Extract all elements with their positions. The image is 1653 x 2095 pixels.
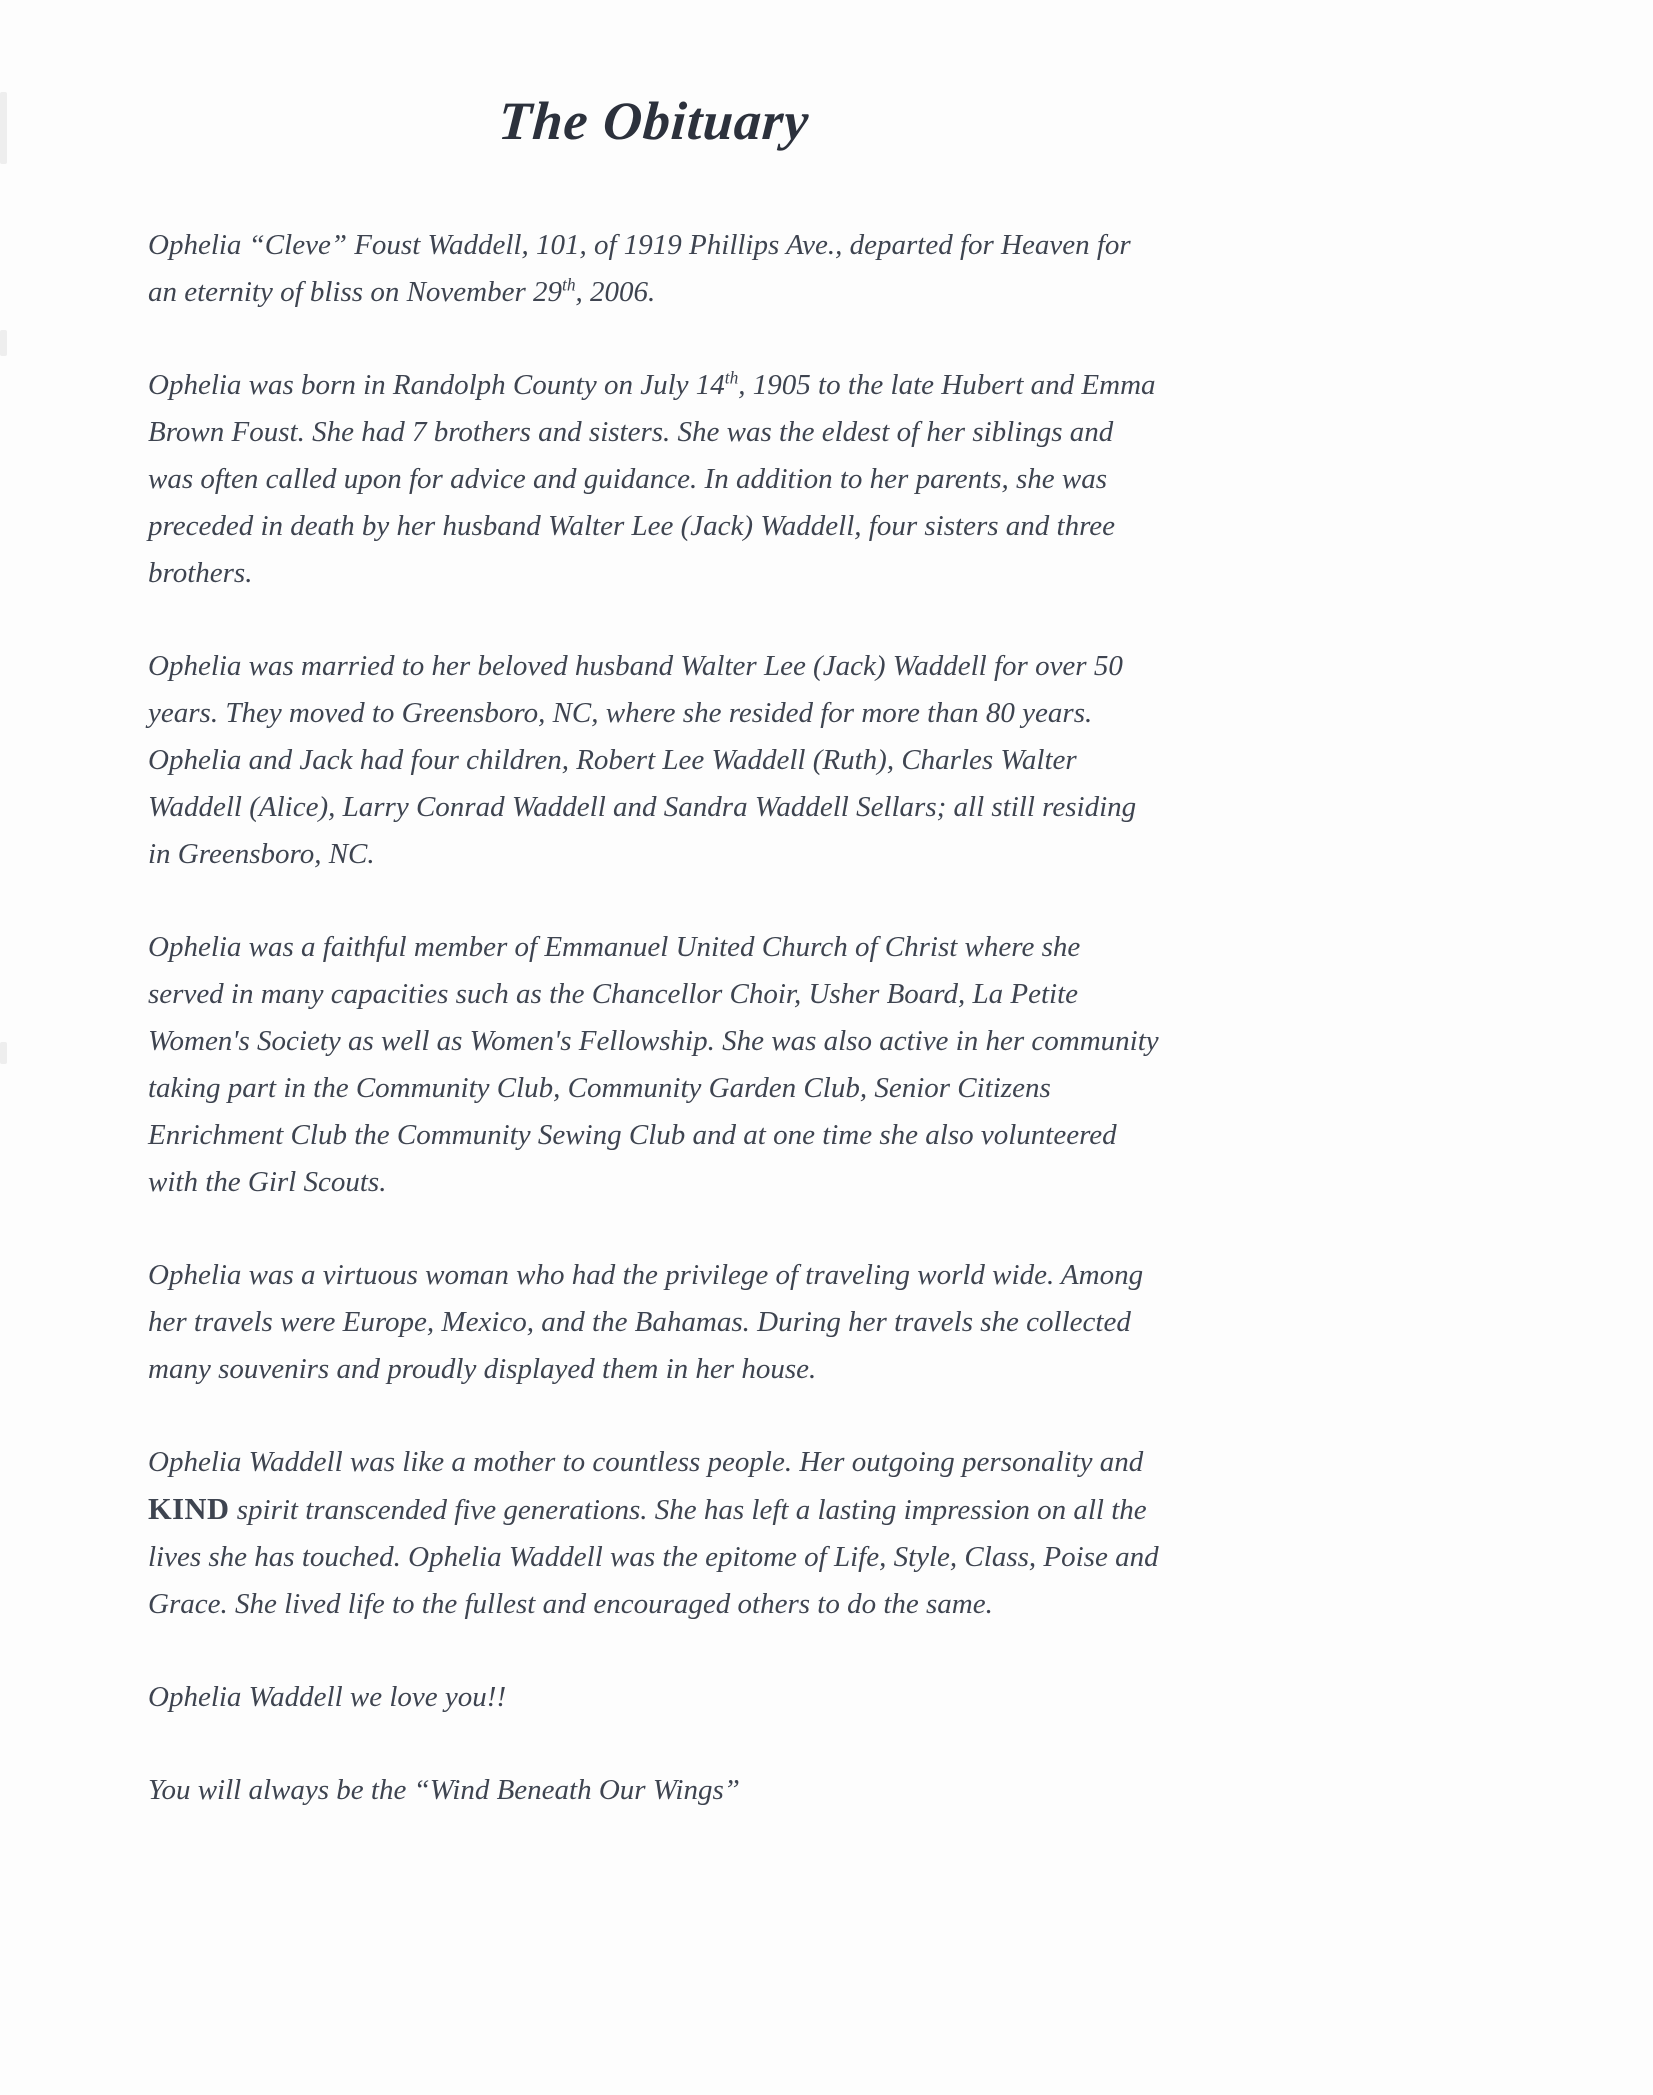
scan-artifact <box>0 1042 7 1064</box>
obituary-paragraph <box>148 222 1160 316</box>
obituary-paragraph <box>148 1439 1160 1628</box>
ordinal-superscript: th <box>724 367 739 388</box>
text-segment: Ophelia Waddell was like a mother to countless people. Her outgoing personality and <box>148 1446 1144 1478</box>
text-segment: Ophelia Waddell we love you!! <box>148 1681 507 1713</box>
obituary-content <box>148 0 1160 1814</box>
text-segment: , 1905 to the late Hubert and Emma Brown Foust. She had 7 brothers and sisters. She was the eldest of her siblings and was often called upon for advice and guidance. In addition to her parents, she was preceded in death by her husband Walter Lee (Jack) Waddell, four sisters and three brothers. <box>148 369 1156 589</box>
text-segment: Ophelia was married to her beloved husband Walter Lee (Jack) Waddell for over 50 years. They moved to Greensboro, NC, where she resided for more than 80 years. Ophelia and Jack had four children, Robert Lee Waddell (Ruth), Charles Walter Waddell (Alice), Larry Conrad Waddell and Sandra Waddell Sellars; all still residing in Greensboro, NC. <box>148 650 1137 870</box>
obituary-paragraph <box>148 643 1160 878</box>
obituary-paragraph <box>148 924 1160 1206</box>
obituary-paragraph <box>148 1767 1160 1814</box>
text-segment: Ophelia was born in Randolph County on July 14 <box>148 369 725 401</box>
obituary-paragraph <box>148 1674 1160 1721</box>
text-segment: Ophelia was a faithful member of Emmanuel United Church of Christ where she served in many capacities such as the Chancellor Choir, Usher Board, La Petite Women's Society as well as Women's Fellowship. She was also active in her community taking part in the Community Club, Community Garden Club, Senior Citizens Enrichment Club the Community Sewing Club and at one time she also volunteered with the Girl Scouts. <box>148 931 1159 1198</box>
page-title: The Obituary <box>496 91 812 151</box>
scan-artifact <box>0 330 7 356</box>
text-segment: Ophelia “Cleve” Foust Waddell, 101, of 1919 Phillips Ave., departed for Heaven for an eternity of bliss on November 29 <box>148 229 1131 308</box>
text-segment: You will always be the “Wind Beneath Our Wings” <box>148 1774 740 1806</box>
emphasized-caps-word: KIND <box>148 1492 230 1526</box>
ordinal-superscript: th <box>562 274 576 295</box>
scan-artifact <box>0 92 7 164</box>
text-segment: , 2006. <box>575 276 656 308</box>
text-segment: Ophelia was a virtuous woman who had the privilege of traveling world wide. Among her travels were Europe, Mexico, and the Bahamas. During her travels she collected many souvenirs and proudly displayed them in her house. <box>148 1259 1144 1385</box>
obituary-paragraph <box>148 1252 1160 1393</box>
text-segment: spirit transcended five generations. She has left a lasting impression on all the lives she has touched. Ophelia Waddell was the epitome of Life, Style, Class, Poise and Grace. She lived life to the fullest and encouraged others to do the same. <box>148 1494 1159 1620</box>
obituary-paragraph <box>148 362 1160 597</box>
obituary-body <box>148 222 1160 1814</box>
